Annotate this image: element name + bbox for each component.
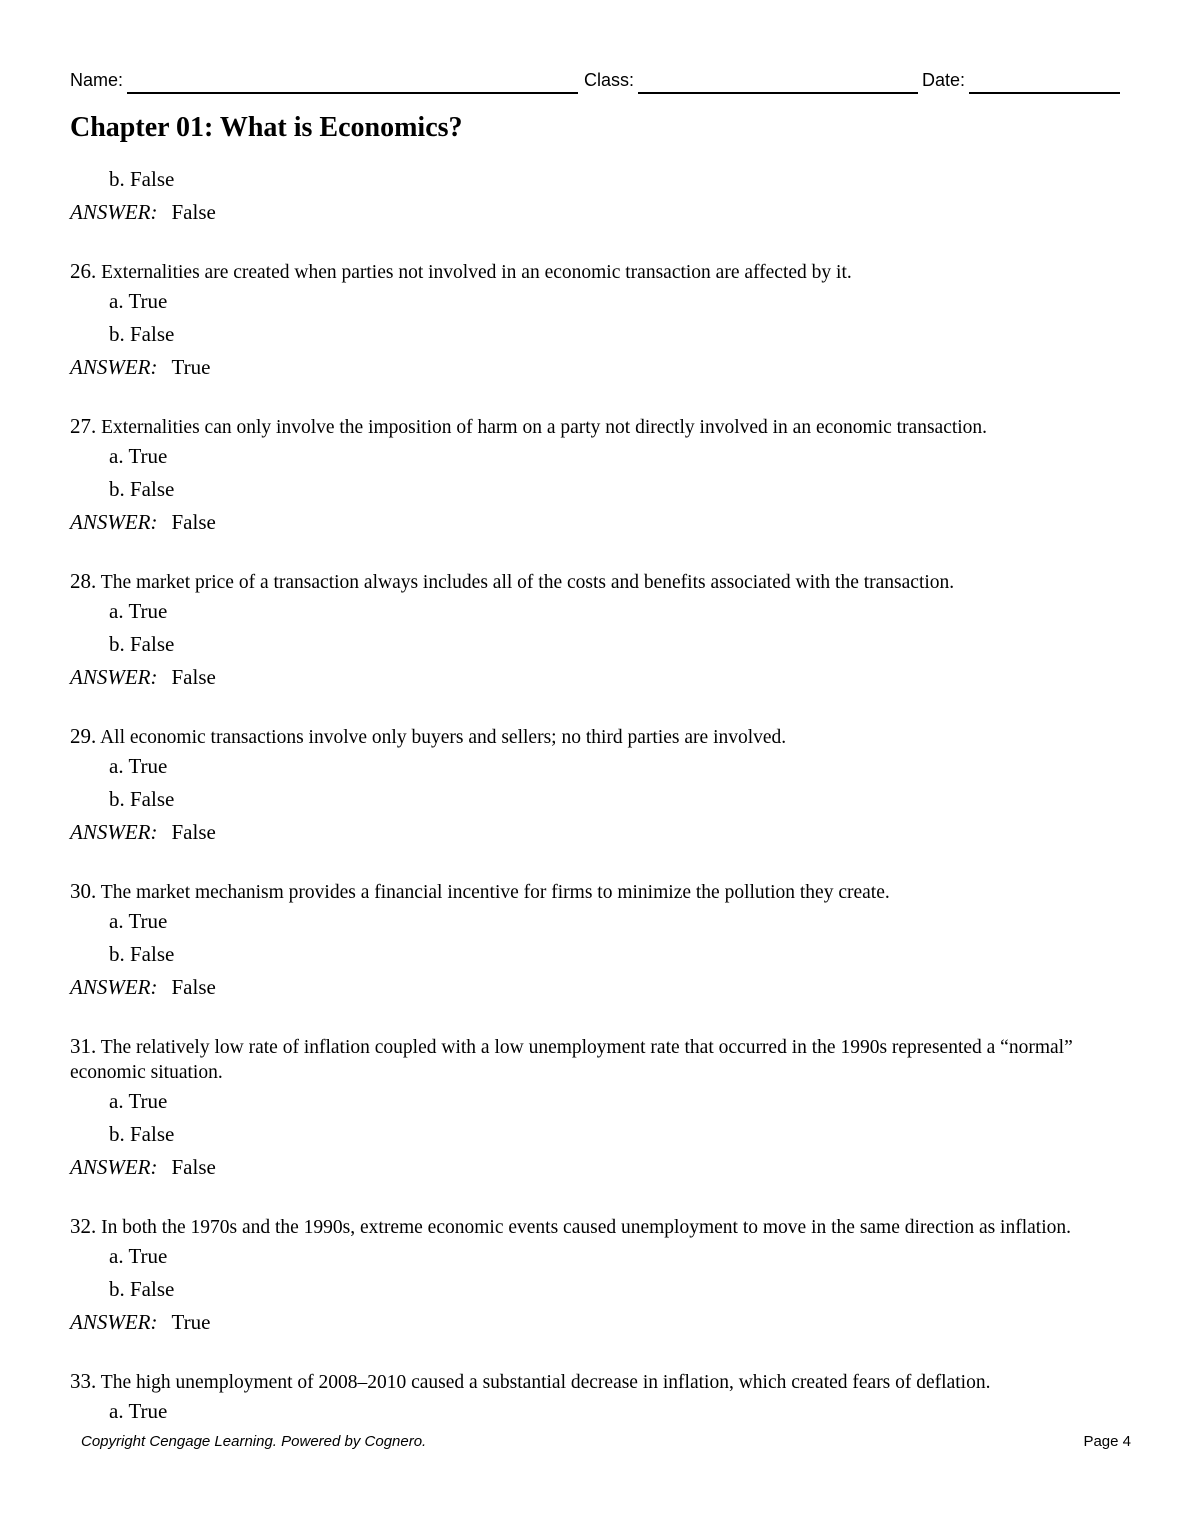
answer-value: True bbox=[171, 355, 211, 379]
answer-value: False bbox=[171, 1155, 216, 1179]
question-31 bbox=[70, 1032, 1120, 1184]
question-26 bbox=[70, 257, 1120, 384]
option-b: b. False bbox=[109, 477, 175, 501]
question-30 bbox=[70, 877, 1120, 1004]
answer-line bbox=[70, 196, 1120, 229]
question-number: 28. bbox=[70, 569, 97, 593]
answer-value: True bbox=[171, 1310, 211, 1334]
header bbox=[70, 70, 1120, 94]
question-32 bbox=[70, 1212, 1120, 1339]
chapter-title: Chapter 01: What is Economics? bbox=[70, 112, 463, 143]
question-body: Externalities can only involve the imposition of harm on a party not directly involved in an economic transaction. bbox=[101, 417, 988, 438]
question-text bbox=[70, 257, 1120, 285]
question-text bbox=[70, 412, 1120, 440]
answer-line bbox=[70, 816, 1120, 849]
class-field[interactable] bbox=[638, 92, 918, 94]
option-a: a. True bbox=[109, 1244, 168, 1268]
option-a: a. True bbox=[109, 1399, 168, 1423]
question-number: 30. bbox=[70, 879, 97, 903]
option-b: b. False bbox=[109, 1277, 175, 1301]
answer-value: False bbox=[171, 820, 216, 844]
answer-value: False bbox=[171, 200, 216, 224]
option-b: b. False bbox=[109, 942, 175, 966]
page-number: Page 4 bbox=[1083, 1433, 1131, 1450]
answer-line bbox=[70, 506, 1120, 539]
question-body: All economic transactions involve only buyers and sellers; no third parties are involved. bbox=[100, 727, 787, 748]
answer-value: False bbox=[171, 665, 216, 689]
copyright-notice: Copyright Cengage Learning. Powered by Cognero. bbox=[81, 1433, 427, 1450]
answer-value: False bbox=[171, 975, 216, 999]
option-a: a. True bbox=[109, 1089, 168, 1113]
option-a: a. True bbox=[109, 754, 168, 778]
answer-label: ANSWER: bbox=[70, 665, 158, 689]
question-29 bbox=[70, 722, 1120, 849]
option-b: b. False bbox=[109, 1122, 175, 1146]
question-body: Externalities are created when parties not involved in an economic transaction are affected by it. bbox=[101, 262, 852, 283]
answer-line bbox=[70, 971, 1120, 1004]
question-number: 26. bbox=[70, 259, 97, 283]
option-a: a. True bbox=[109, 289, 168, 313]
question-number: 32. bbox=[70, 1214, 97, 1238]
question-text bbox=[70, 567, 1120, 595]
answer-label: ANSWER: bbox=[70, 355, 158, 379]
option-a: a. True bbox=[109, 599, 168, 623]
question-list bbox=[70, 163, 1120, 1428]
answer-line bbox=[70, 661, 1120, 694]
option-a: a. True bbox=[109, 444, 168, 468]
answer-line bbox=[70, 351, 1120, 384]
question-28 bbox=[70, 567, 1120, 694]
answer-line bbox=[70, 1306, 1120, 1339]
question-text bbox=[70, 1367, 1120, 1395]
question-body: The market mechanism provides a financial incentive for firms to minimize the pollution they create. bbox=[100, 882, 890, 903]
option-b: b. False bbox=[109, 167, 175, 191]
class-label: Class: bbox=[584, 70, 635, 90]
answer-label: ANSWER: bbox=[70, 1155, 158, 1179]
option-b: b. False bbox=[109, 787, 175, 811]
question-number: 27. bbox=[70, 414, 97, 438]
question-text bbox=[70, 877, 1120, 905]
answer-label: ANSWER: bbox=[70, 975, 158, 999]
answer-label: ANSWER: bbox=[70, 1310, 158, 1334]
question-25-continued bbox=[70, 163, 1120, 229]
option-b: b. False bbox=[109, 322, 175, 346]
answer-label: ANSWER: bbox=[70, 200, 158, 224]
date-label: Date: bbox=[922, 70, 966, 90]
answer-line bbox=[70, 1151, 1120, 1184]
question-text bbox=[70, 722, 1120, 750]
question-body: The high unemployment of 2008–2010 caused a substantial decrease in inflation, which created fears of deflation. bbox=[100, 1372, 991, 1393]
question-body: In both the 1970s and the 1990s, extreme economic events caused unemployment to move in the same direction as inflation. bbox=[101, 1217, 1072, 1238]
question-body: The market price of a transaction always includes all of the costs and benefits associated with the transaction. bbox=[100, 572, 955, 593]
question-text bbox=[70, 1212, 1120, 1240]
footer bbox=[81, 1433, 1131, 1453]
date-field[interactable] bbox=[969, 92, 1120, 94]
question-body: The relatively low rate of inflation coupled with a low unemployment rate that occurred in the 1990s represented a “normal” economic situation. bbox=[70, 1037, 1073, 1083]
answer-label: ANSWER: bbox=[70, 820, 158, 844]
question-text bbox=[70, 1032, 1120, 1085]
question-number: 33. bbox=[70, 1369, 97, 1393]
name-label: Name: bbox=[70, 70, 124, 90]
option-a: a. True bbox=[109, 909, 168, 933]
name-field[interactable] bbox=[127, 92, 578, 94]
question-27 bbox=[70, 412, 1120, 539]
question-number: 31. bbox=[70, 1034, 97, 1058]
answer-value: False bbox=[171, 510, 216, 534]
question-number: 29. bbox=[70, 724, 97, 748]
question-33 bbox=[70, 1367, 1120, 1428]
option-b: b. False bbox=[109, 632, 175, 656]
answer-label: ANSWER: bbox=[70, 510, 158, 534]
